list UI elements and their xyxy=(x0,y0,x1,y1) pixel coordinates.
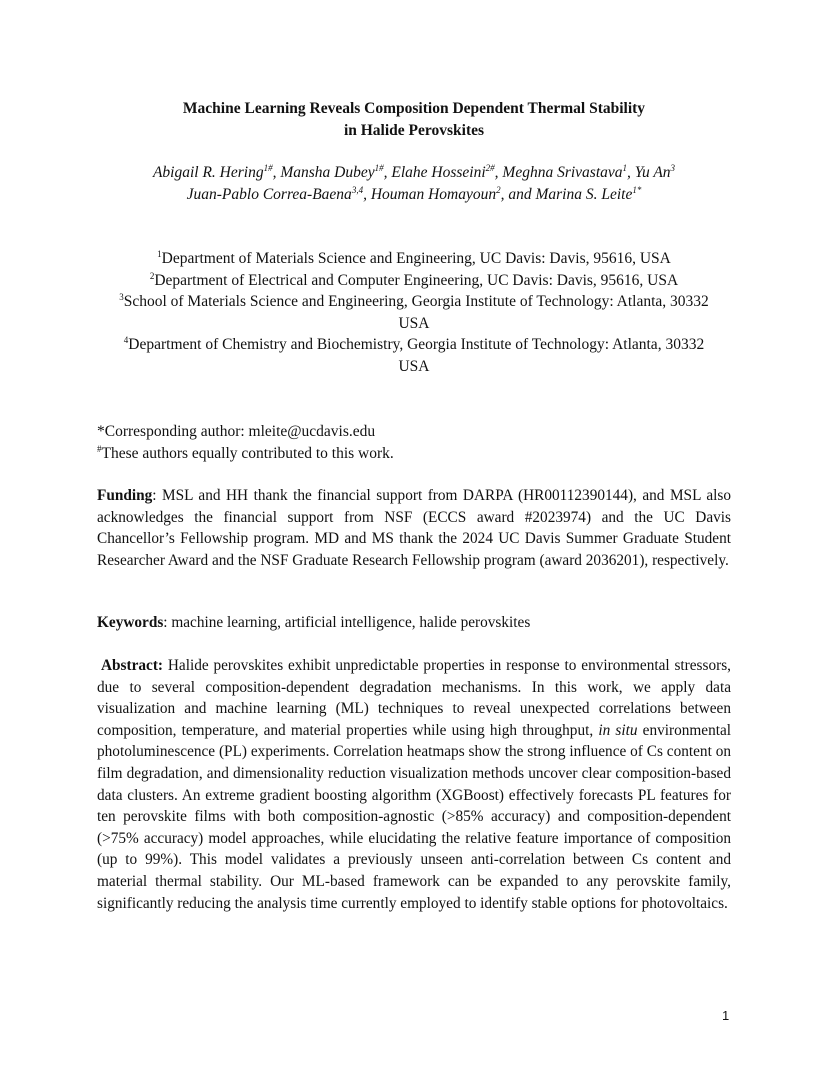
abstract-italic: in situ xyxy=(598,721,638,739)
abstract-text-2: environmental photoluminescence (PL) experiments. Correlation heatmaps show the strong influence of Cs content on film degradation, and dimensionality reduction visualization methods uncover clear composition-based data clusters. An extreme gradient boosting algorithm (XGBoost) effectively forecasts PL features for ten perovskite films with both composition-agnostic (>85% accuracy) and composition-dependent (>75% accuracy) model approaches, while elucidating the relative feature importance of composition (up to 99%). This model validates a previously unseen anti-correlation between Cs content and material thermal stability. Our ML-based framework can be expanded to any perovskite family, significantly reducing the analysis time currently employed to identify stable options for photovoltaics. xyxy=(97,721,732,912)
author-separator: , xyxy=(272,164,281,181)
author-separator: , xyxy=(494,164,503,181)
affiliation-text: School of Materials Science and Engineering, Georgia Institute of Technology: Atlanta, 30332 xyxy=(123,293,709,310)
author-affil-sup: 2# xyxy=(485,162,495,173)
author-affil-sup: 3,4 xyxy=(351,184,364,195)
author-name: Yu An xyxy=(634,164,671,181)
affiliation xyxy=(90,270,738,292)
keywords-paragraph xyxy=(97,612,731,634)
affiliation-sup: 1 xyxy=(157,248,162,259)
equal-contribution-sup: # xyxy=(97,443,102,454)
equal-contribution-note xyxy=(97,443,737,465)
author-name: Marina S. Leite xyxy=(535,186,633,203)
author-affil-sup: 1# xyxy=(374,162,384,173)
affiliation-continuation: USA xyxy=(398,357,430,375)
affiliation xyxy=(90,334,738,356)
author-name: Houman Homayoun xyxy=(370,186,497,203)
author-affil-sup: 3 xyxy=(670,162,676,173)
keywords-text: : machine learning, artificial intelligence, halide perovskites xyxy=(163,614,531,631)
keywords-label: Keywords xyxy=(97,614,164,631)
funding-text: : MSL and HH thank the financial support from DARPA (HR00112390144), and MSL also acknowledges the financial support from NSF (ECCS award #2023974) and the UC Davis Chancellor’s Fellowship program. MD and MS thank the 2024 UC Davis Summer Graduate Student Researcher Award and the NSF Graduate Research Fellowship program (award 2036201), respectively. xyxy=(97,487,731,569)
title-line-1: Machine Learning Reveals Composition Dependent Thermal Stability xyxy=(182,100,646,117)
affiliation-text: Department of Electrical and Computer Engineering, UC Davis: Davis, 95616, USA xyxy=(154,271,679,289)
affiliation-continuation: USA xyxy=(398,314,430,332)
author-name: Juan-Pablo Correa-Baena xyxy=(186,186,352,203)
equal-contribution-text: These authors equally contributed to this work. xyxy=(101,444,394,462)
author-name: Abigail R. Hering xyxy=(152,164,264,181)
abstract-label: Abstract: xyxy=(101,657,164,674)
abstract-paragraph xyxy=(97,655,731,914)
author-separator: , xyxy=(627,164,635,181)
paper-title xyxy=(60,98,768,142)
affiliation-sup: 2 xyxy=(149,270,155,281)
author-separator: , and xyxy=(500,186,536,203)
author-name: Elahe Hosseini xyxy=(391,164,486,181)
contact-block xyxy=(97,421,737,464)
abstract-text-1: Halide perovskites exhibit unpredictable properties in response to environmental stressors, due to several composition-dependent degradation mechanisms. In this work, we apply data visualization and machine learning (ML) techniques to reveal unexpected correlations between composition, temperature, and material properties while using high throughput, xyxy=(97,657,731,739)
affiliation-text: Department of Chemistry and Biochemistry, Georgia Institute of Technology: Atlanta, 30332 xyxy=(128,336,705,353)
author-affil-sup: 1 xyxy=(622,162,628,173)
affiliation xyxy=(90,291,738,313)
author-name: Mansha Dubey xyxy=(280,164,375,181)
title-line-2: in Halide Perovskites xyxy=(343,122,485,139)
funding-paragraph xyxy=(97,485,731,571)
corresponding-author: *Corresponding author: mleite@ucdavis.edu xyxy=(97,423,376,440)
affiliation xyxy=(90,248,738,270)
author-separator: , xyxy=(383,164,392,181)
page-number: 1 xyxy=(722,1008,730,1023)
affiliation-text: Department of Materials Science and Engineering, UC Davis: Davis, 95616, USA xyxy=(161,250,671,267)
author-affil-sup: 1* xyxy=(632,184,642,195)
funding-label: Funding xyxy=(97,487,153,504)
author-affil-sup: 1# xyxy=(263,162,273,173)
affiliation-list xyxy=(90,248,738,377)
author-name: Meghna Srivastava xyxy=(502,164,623,181)
affiliation-sup: 4 xyxy=(123,334,129,345)
author-list xyxy=(60,162,768,206)
author-separator: , xyxy=(363,186,371,203)
affiliation-sup: 3 xyxy=(119,291,124,302)
author-affil-sup: 2 xyxy=(496,184,501,195)
